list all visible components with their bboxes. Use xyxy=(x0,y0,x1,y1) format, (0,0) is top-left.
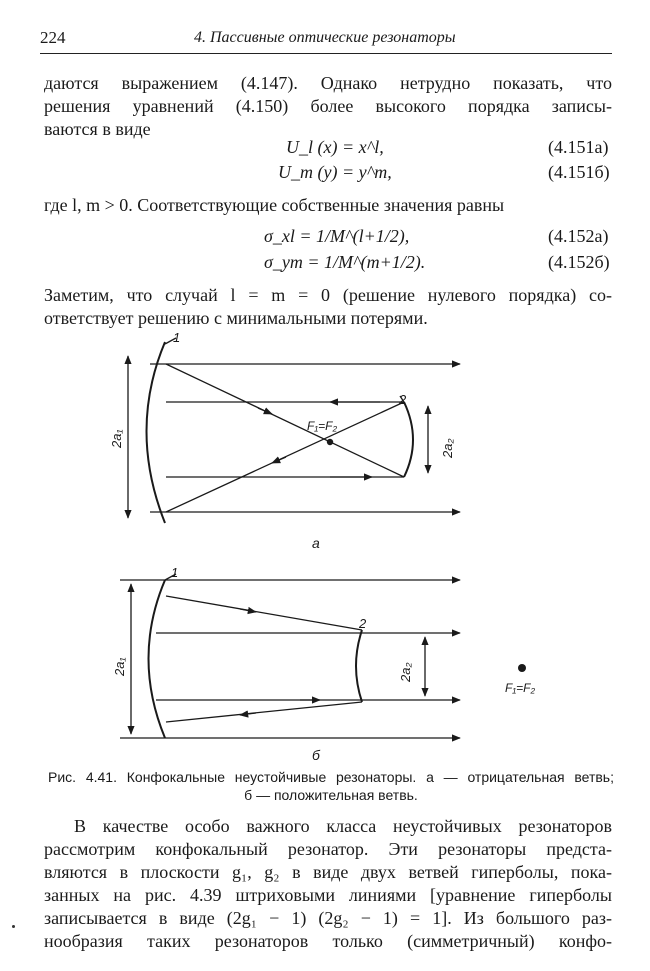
equation-number: (4.151а) xyxy=(548,137,609,157)
header-rule xyxy=(40,53,612,54)
text-line: даются выражением (4.147). Однако нетрудно показать, что xyxy=(44,73,612,93)
diagram-a xyxy=(128,338,460,523)
equation-4-152b: σ_ym = 1/M^(m+1/2). xyxy=(264,252,426,272)
text-line: ответствует решению с минимальными потерями. xyxy=(44,308,428,328)
figure-caption xyxy=(48,768,614,804)
aperture-1-label: 2a₁ xyxy=(109,429,124,448)
equation-number: (4.152б) xyxy=(548,252,610,272)
equation-number: (4.152а) xyxy=(548,226,609,246)
sublabel-a: а xyxy=(312,535,320,551)
figure-4-41 xyxy=(0,330,650,770)
mirror-2-convex xyxy=(356,630,362,702)
aperture-2-label: 2a₂ xyxy=(440,438,455,458)
ray-arrow xyxy=(240,609,256,612)
text-line: ваются в виде xyxy=(44,119,151,139)
mirror-2-label: 2 xyxy=(359,616,367,631)
text-line: вляются в плоскости g₁, g₂ в виде двух ветвей гиперболы, пока- xyxy=(44,862,612,882)
common-focus-point xyxy=(518,664,526,672)
diagram-b xyxy=(120,574,460,738)
mirror-2-convex xyxy=(404,402,413,477)
paragraph-1 xyxy=(44,72,612,141)
mirror-1-concave xyxy=(149,580,166,738)
equation-number: (4.151б) xyxy=(548,162,610,182)
ray-arrow xyxy=(272,457,286,463)
text-line: занных на рис. 4.39 штриховыми линиями [уравнение гиперболы xyxy=(44,885,612,905)
text-line: где l, m > 0. Соответствующие собственные значения равны xyxy=(44,195,505,215)
caption-line: б — положительная ветвь. xyxy=(244,787,418,803)
equation-4-152a: σ_xl = 1/M^(l+1/2), xyxy=(264,226,410,246)
paragraph-4 xyxy=(44,815,612,953)
ray-diagonal xyxy=(166,596,362,630)
ray-diagonal xyxy=(166,364,404,477)
equation-4-151b: U_m (y) = y^m, xyxy=(278,162,392,182)
ray-arrow xyxy=(258,408,272,414)
ray-diagonal xyxy=(166,702,362,722)
text-line: В качестве особо важного класса неустойчивых резонаторов xyxy=(74,816,612,836)
focus-label: F₁=F₂ xyxy=(505,681,536,695)
text-line: Заметим, что случай l = m = 0 (решение нулевого порядка) со- xyxy=(44,285,612,305)
mirror-1-label: 1 xyxy=(173,330,181,345)
paragraph-3 xyxy=(44,284,612,330)
text-line: нообразия таких резонаторов только (симметричный) конфо- xyxy=(44,931,612,951)
aperture-1-label: 2a₁ xyxy=(112,657,127,676)
focus-label: F₁=F₂ xyxy=(307,419,338,433)
mirror-1-concave xyxy=(147,342,166,523)
text-line: решения уравнений (4.150) более высокого порядка записы- xyxy=(44,96,612,116)
margin-mark xyxy=(12,925,15,928)
aperture-2-label: 2a₂ xyxy=(398,662,413,682)
caption-line: Рис. 4.41. Конфокальные неустойчивые резонаторы. а — отрицательная ветвь; xyxy=(48,769,614,785)
running-header: 4. Пассивные оптические резонаторы xyxy=(194,29,456,46)
text-line: рассмотрим конфокальный резонатор. Эти резонаторы предста- xyxy=(44,839,612,859)
mirror-1-label: 1 xyxy=(171,565,179,580)
paragraph-2 xyxy=(44,194,612,217)
equation-4-151a: U_l (x) = x^l, xyxy=(286,137,384,157)
text-line: записывается в виде (2g₁ − 1) (2g₂ − 1) = 1]. Из большого раз- xyxy=(44,908,612,928)
page-number: 224 xyxy=(40,28,66,47)
mirror-2-label: 2 xyxy=(399,392,407,407)
sublabel-b: б xyxy=(312,747,320,763)
common-focus-point xyxy=(327,439,333,445)
